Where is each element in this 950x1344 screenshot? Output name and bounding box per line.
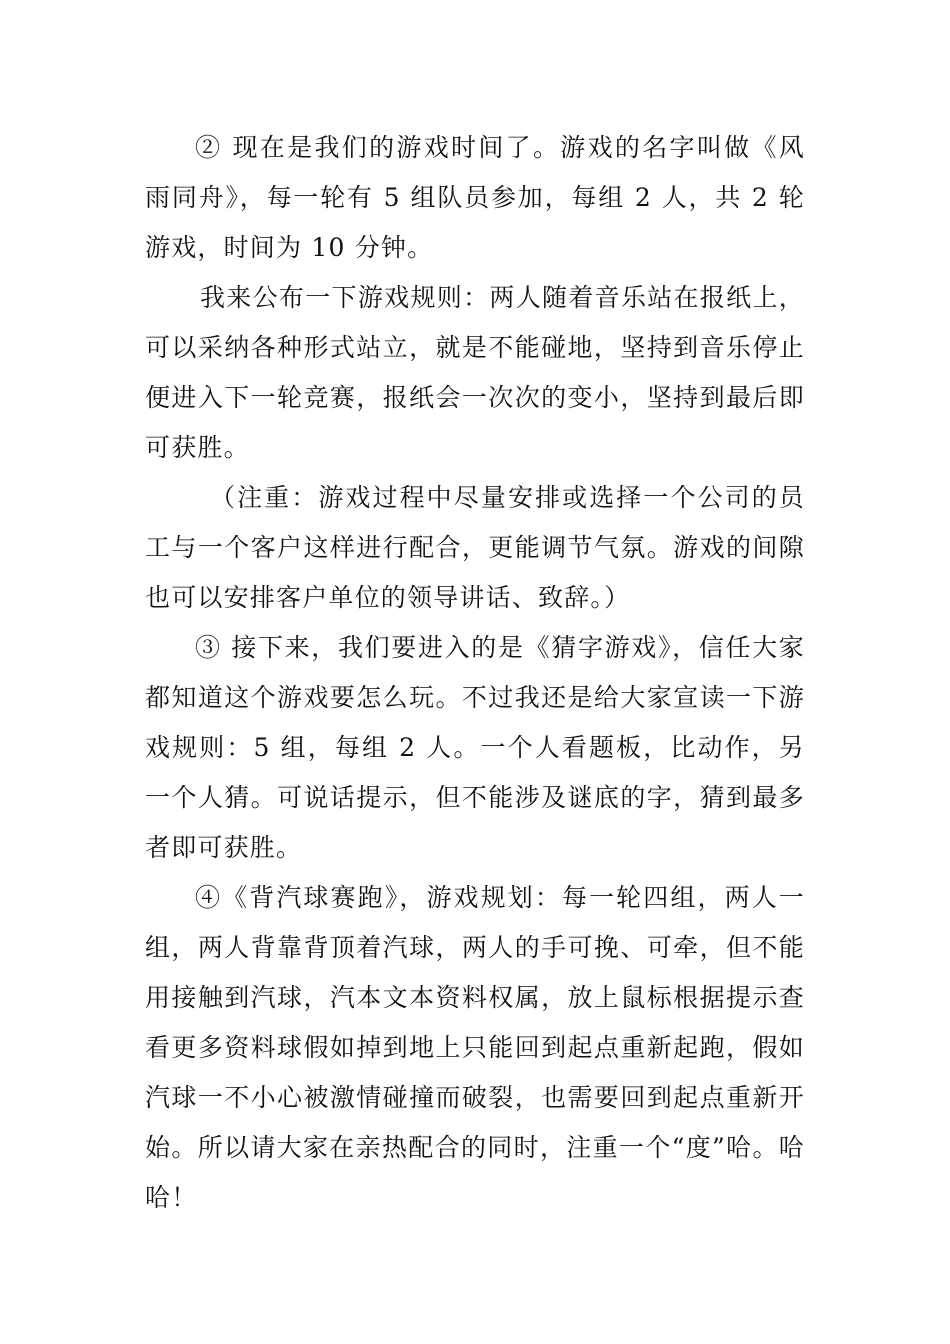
paragraph-game-fengyu-tongzhou: ② 现在是我们的游戏时间了。游戏的名字叫做《风雨同舟》，每一轮有 5 组队员参加，每组 2 人，共 2 轮游戏，时间为 10 分钟。 bbox=[145, 133, 805, 262]
paragraph-guess-word-game: ③ 接下来，我们要进入的是《猜字游戏》，信任大家都知道这个游戏要怎么玩。不过我还是给大家宣读一下游戏规则：5 组，每组 2 人。一个人看题板，比动作，另一个人猜。可说话提示，但不能涉及谜底的字，猜到最多者即可获胜。 bbox=[145, 633, 805, 862]
paragraph-note: （注重：游戏过程中尽量安排或选择一个公司的员工与一个客户这样进行配合，更能调节气氛。游戏的间隙也可以安排客户单位的领导讲话、致辞。） bbox=[145, 483, 805, 612]
paragraph-balloon-race: ④《背汽球赛跑》，游戏规划：每一轮四组，两人一组，两人背靠背顶着汽球，两人的手可挽、可牵，但不能用接触到汽球，汽本文本资料权属，放上鼠标根据提示查看更多资料球假如掉到地上只能回到起点重新起跑，假如汽球一不小心被激情碰撞而破裂，也需要回到起点重新开始。所以请大家在亲热配合的同时，注重一个“度”哈。哈哈！ bbox=[145, 883, 805, 1212]
paragraph-game-rules: 我来公布一下游戏规则：两人随着音乐站在报纸上，可以采纳各种形式站立，就是不能碰地，坚持到音乐停止便进入下一轮竞赛，报纸会一次次的变小，坚持到最后即可获胜。 bbox=[145, 283, 805, 462]
document-page bbox=[145, 123, 805, 1223]
